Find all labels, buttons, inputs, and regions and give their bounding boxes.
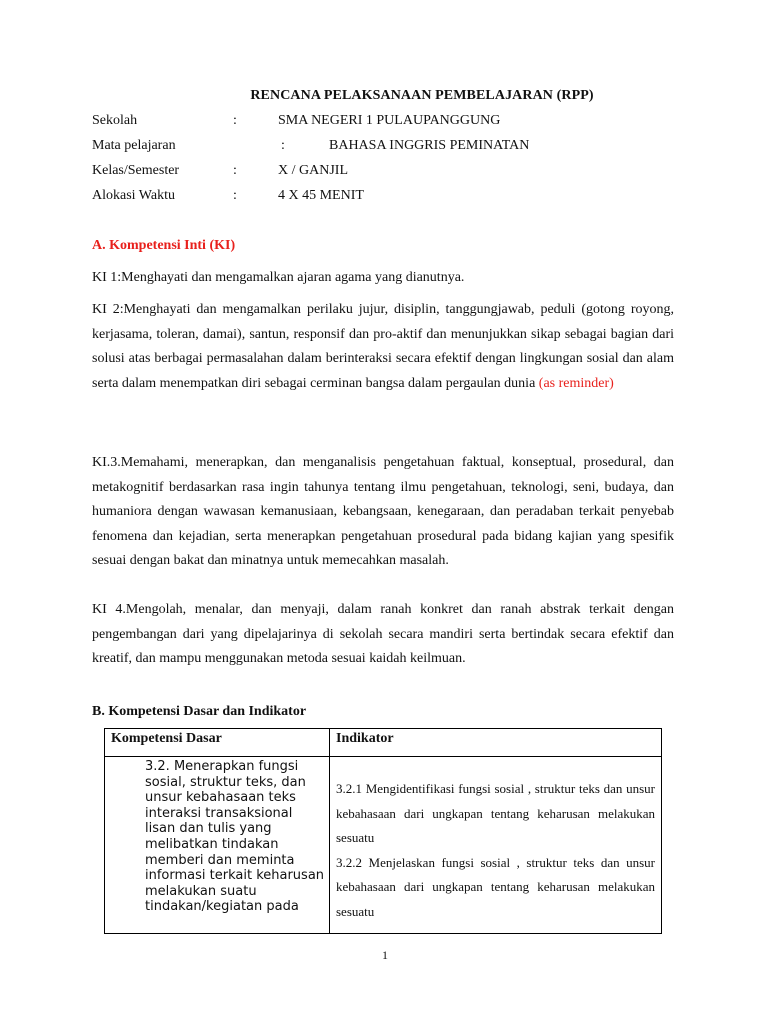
ki2-reminder: (as reminder) [538,375,614,391]
kd-indikator-table [104,728,662,934]
table-header-row [105,729,662,757]
info-colon: : [233,113,237,128]
kd-text: 3.2. Menerapkan fungsi sosial, struktur teks, dan unsur kebahasaan teks interaksi transaksional lisan dan tulis yang melibatkan tindakan memberi dan meminta informasi terkait keharusan melakukan suatu tindakan/kegiatan pada [145,759,325,915]
ki2-paragraph [92,298,674,396]
ki2-text: KI 2:Menghayati dan mengamalkan perilaku jujur, disiplin, tanggungjawab, peduli (gotong royong, kerjasama, toleran, damai), santun, responsif dan pro-aktif dan menunjukkan sikap sebagai bagian dari solusi atas berbagai permasalahan dalam berinteraksi secara efektif dengan lingkungan sosial dan alam serta dalam menempatkan diri sebagai cerminan bangsa dalam pergaulan dunia [92,302,674,391]
info-label: Alokasi Waktu [92,188,175,203]
info-label: Kelas/Semester [92,163,180,178]
document-title: RENCANA PELAKSANAAN PEMBELAJARAN (RPP) [250,88,594,103]
section-b-heading: B. Kompetensi Dasar dan Indikator [92,704,307,719]
table-header-indikator: Indikator [330,729,662,757]
ki4-paragraph: KI 4.Mengolah, menalar, dan menyaji, dalam ranah konkret dan ranah abstrak terkait dengan pengembangan dari yang dipelajarinya di sekolah secara mandiri serta bertindak secara efektif dan kreatif, dan mampu menggunakan metoda sesuai kaidah keilmuan. [92,602,674,666]
info-value: BAHASA INGGRIS PEMINATAN [329,138,530,153]
kd-cell [105,757,330,934]
indikator-content [330,757,661,924]
section-a-heading: A. Kompetensi Inti (KI) [92,238,236,253]
info-colon: : [233,188,237,203]
info-value: X / GANJIL [278,163,348,178]
indikator-cell [330,757,662,934]
table-header-kd: Kompetensi Dasar [105,729,330,757]
info-label: Sekolah [92,113,138,128]
info-colon: : [281,138,285,153]
info-colon: : [233,163,237,178]
info-value: 4 X 45 MENIT [278,188,364,203]
page-number: 1 [382,948,388,962]
info-value: SMA NEGERI 1 PULAUPANGGUNG [278,113,501,128]
indikator-item: 3.2.1 Mengidentifikasi fungsi sosial , struktur teks dan unsur kebahasaan dari ungkapan tentang keharusan melakukan sesuatu [336,781,655,845]
table-row [105,757,662,934]
ki3-paragraph: KI.3.Memahami, menerapkan, dan menganalisis pengetahuan faktual, konseptual, prosedural, dan metakognitif berdasarkan rasa ingin tahunya tentang ilmu pengetahuan, teknologi, seni, budaya, dan humaniora dengan wawasan kemanusiaan, kebangsaan, kenegaraan, dan peradaban terkait penyebab fenomena dan kejadian, serta menerapkan pengetahuan prosedural pada bidang kajian yang spesifik sesuai dengan bakat dan minatnya untuk memecahkan masalah. [92,455,674,568]
indikator-item: 3.2.2 Menjelaskan fungsi sosial , struktur teks dan unsur kebahasaan dari ungkapan tentang keharusan melakukan sesuatu [336,854,655,919]
ki1-paragraph: KI 1:Menghayati dan mengamalkan ajaran agama yang dianutnya. [92,270,465,285]
info-label: Mata pelajaran [92,138,176,153]
